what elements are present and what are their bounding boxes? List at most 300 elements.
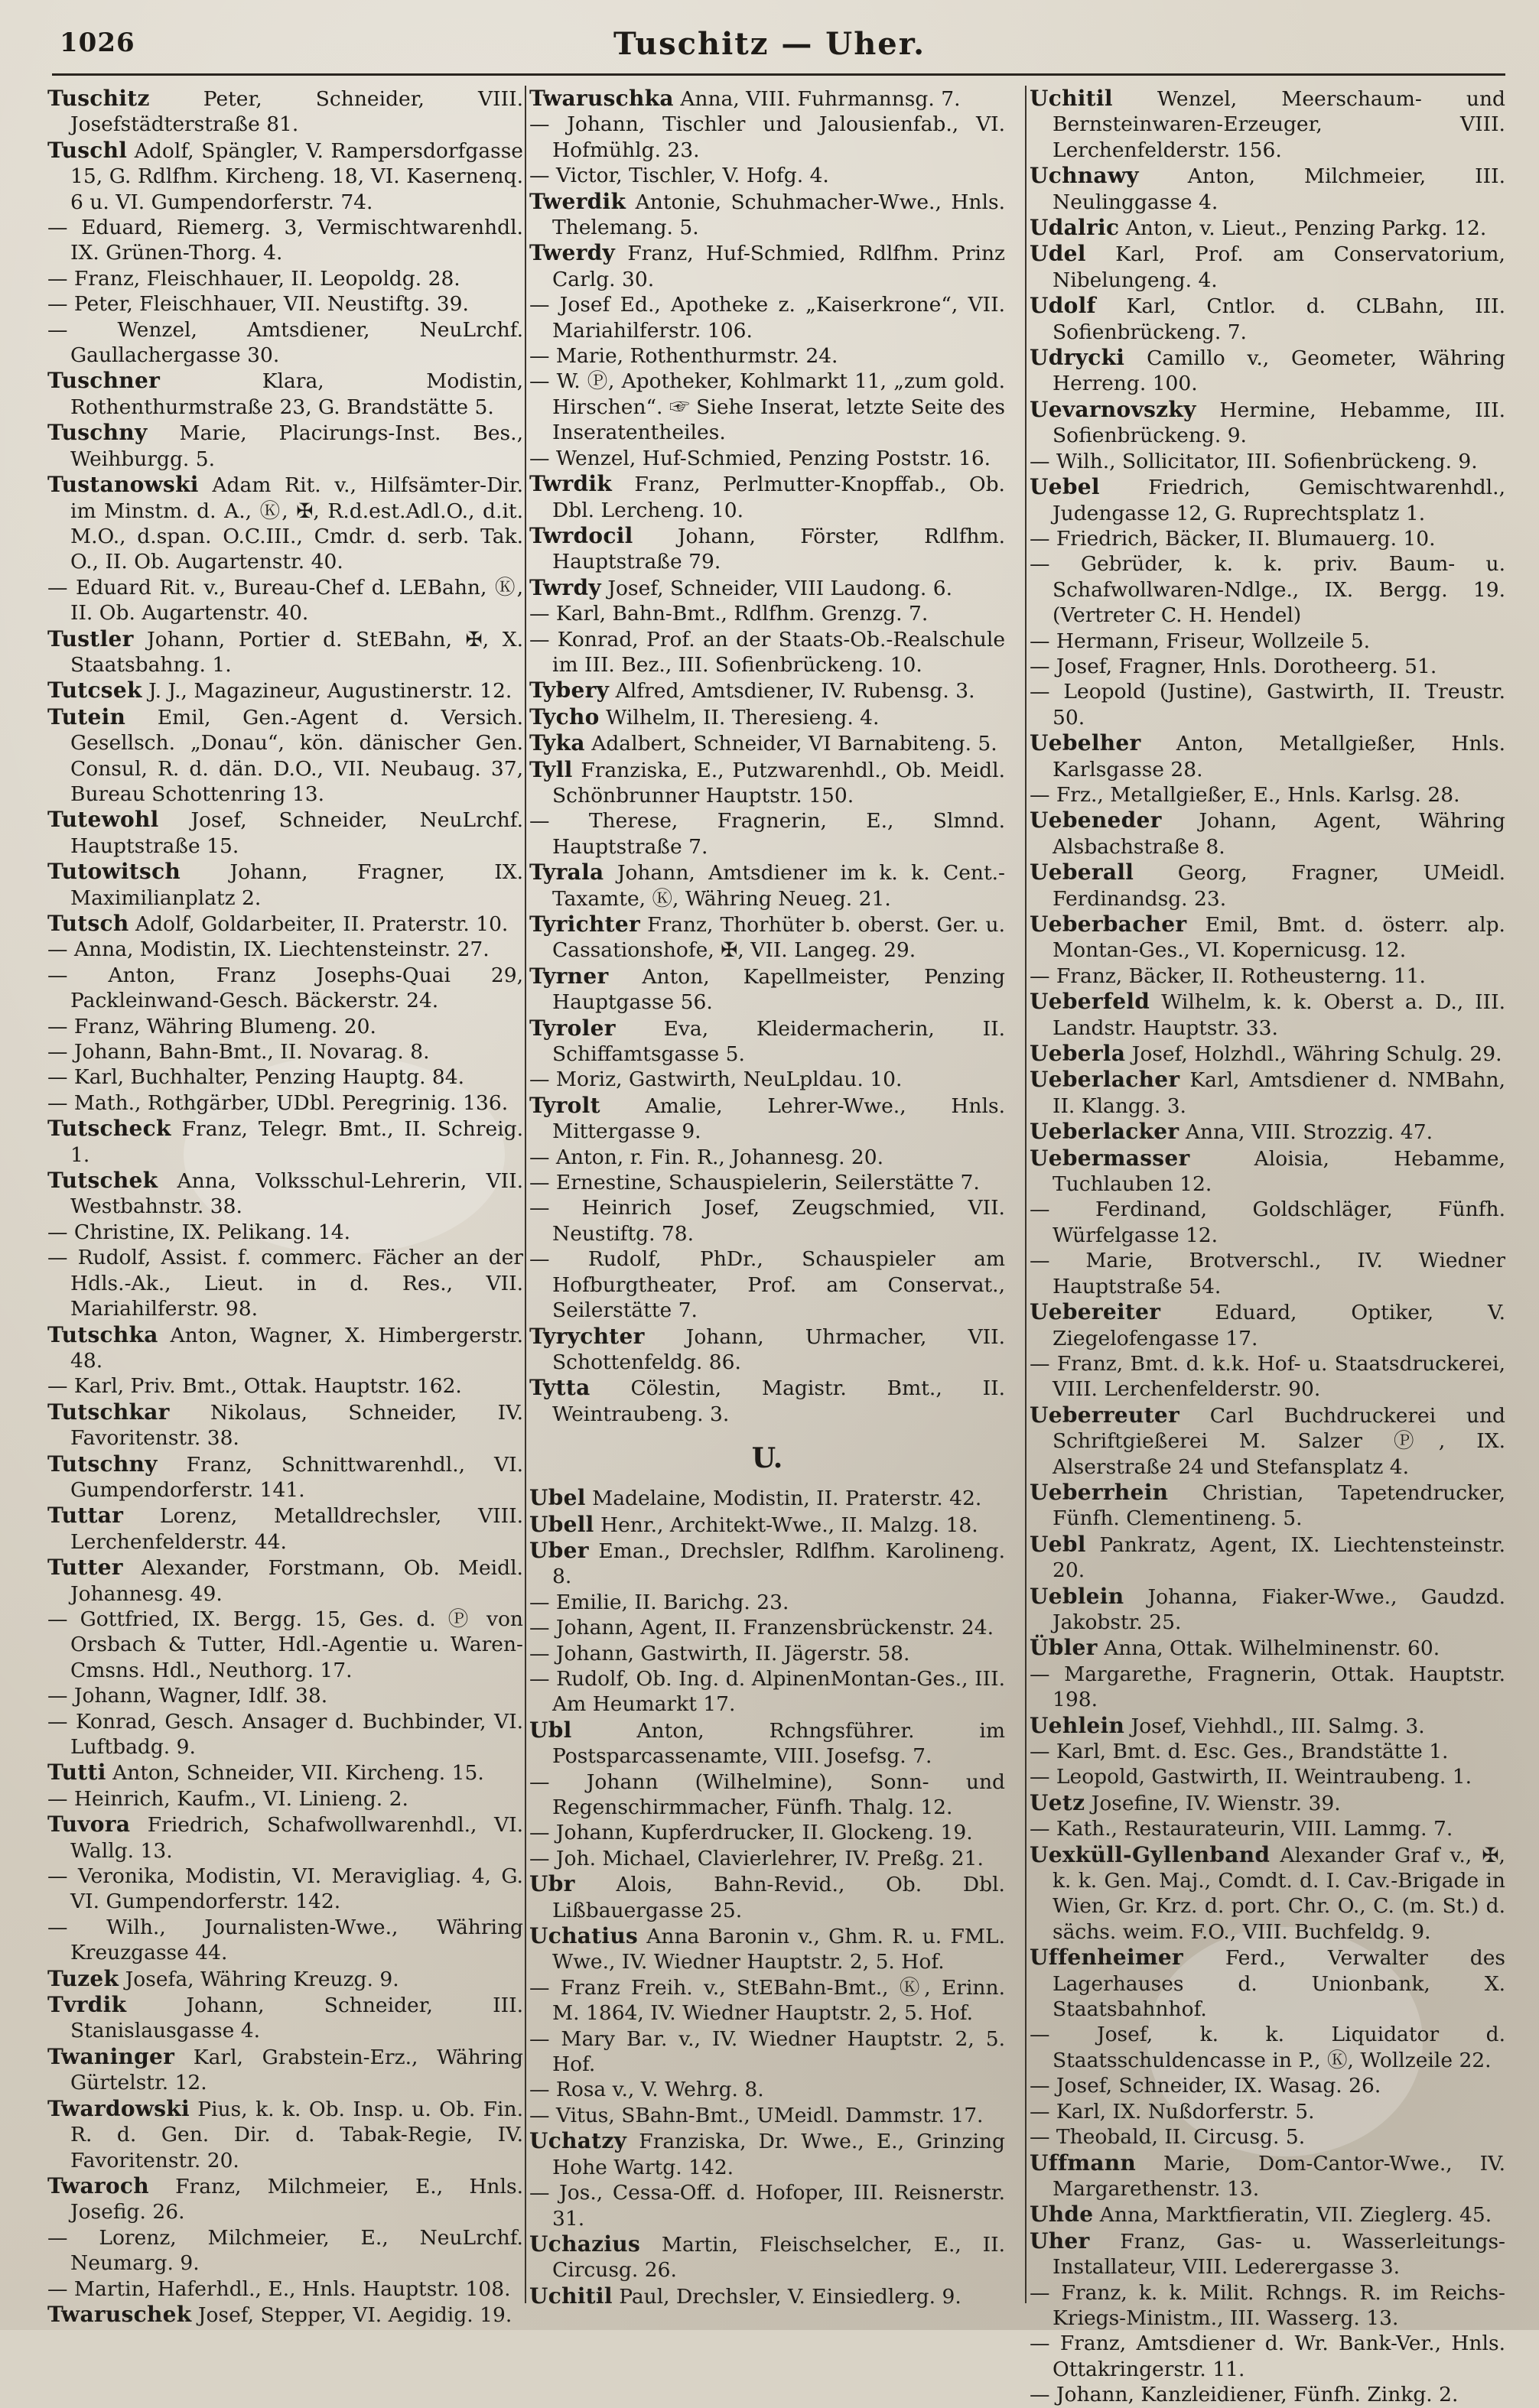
entry-details: Adalbert, Schneider, VI Barnabiteng. 5. <box>584 732 997 756</box>
directory-entry <box>47 317 523 369</box>
directory-entry <box>529 1641 1005 1666</box>
directory-entry <box>529 1717 1005 1769</box>
entry-details: Josef, Viehhdl., III. Salmg. 3. <box>1124 1714 1425 1738</box>
entry-details: Nikolaus, Schneider, IV. Favoritenstr. 38. <box>70 1400 523 1451</box>
entry-details: Anton, Kapellmeister, Penzing Hauptgasse 56. <box>552 964 1005 1015</box>
entry-surname: Udrycki <box>1030 345 1125 371</box>
entry-surname: Uetz <box>1030 1789 1085 1815</box>
entry-details: Adam Rit. v., Hilfsämter-Dir. im Minstm. d. A., Ⓚ, ✠, R.d.est.Adl.O., d.it. M.O., d.span. O.C.III., Cmdr. d. serb. Tak. O., II. Ob. Augartenstr. 40. <box>70 473 523 574</box>
directory-entry <box>47 420 523 472</box>
directory-entry <box>47 1607 523 1683</box>
directory-entry <box>47 1709 523 1760</box>
directory-entry <box>1030 1532 1505 1584</box>
directory-entry <box>47 1220 523 1245</box>
directory-entry <box>1030 397 1505 449</box>
entry-surname: Ubr <box>529 1871 575 1897</box>
entry-details: Cölestin, Magistr. Bmt., II. Weintraubeng. 3. <box>552 1376 1005 1426</box>
directory-entry <box>1030 1635 1505 1661</box>
entry-details: Carl Buchdruckerei und Schriftgießerei M. Salzer Ⓟ, IX. Alserstraße 24 und Stefansplatz 4. <box>1053 1403 1505 1479</box>
entry-details: Anton, Schneider, VII. Kircheng. 15. <box>106 1761 484 1786</box>
entry-surname: Übler <box>1030 1635 1098 1661</box>
entry-details: — Rudolf, PhDr., Schauspieler am Hofburgtheater, Prof. am Conservat., Seilerstätte 7. <box>529 1247 1005 1323</box>
entry-details: Karl, Prof. am Conservatorium, Nibelungeng. 4. <box>1053 242 1505 292</box>
entry-details: — Karl, Buchhalter, Penzing Hauptg. 84. <box>47 1065 465 1090</box>
entry-details: Camillo v., Geometer, Währing Herreng. 100. <box>1053 346 1505 396</box>
entry-surname: Tyka <box>529 730 585 756</box>
directory-entry <box>47 1090 523 1116</box>
entry-surname: Uehlein <box>1030 1712 1125 1738</box>
directory-entry <box>1030 2280 1505 2332</box>
directory-entry <box>529 1538 1005 1590</box>
directory-entry <box>529 2128 1005 2180</box>
directory-entry <box>47 1322 523 1374</box>
entry-surname: Ueberlacker <box>1030 1119 1179 1145</box>
directory-entry <box>47 138 523 215</box>
entry-details: — Johann, Kanzleidiener, Fünfh. Zinkg. 2. <box>1030 2383 1459 2407</box>
directory-entry <box>47 1966 523 1992</box>
entry-details: Alois, Bahn-Revid., Ob. Dbl. Lißbauergasse 25. <box>552 1873 1005 1922</box>
entry-surname: Uchatius <box>529 1923 639 1949</box>
directory-entry <box>47 1451 523 1503</box>
directory-entry <box>529 912 1005 964</box>
entry-surname: Tyll <box>529 756 573 782</box>
entry-details: — Rosa v., V. Wehrg. 8. <box>529 2078 764 2102</box>
directory-entry <box>1030 860 1505 912</box>
directory-entry <box>529 808 1005 860</box>
directory-entry <box>1030 2382 1505 2407</box>
directory-entry <box>529 163 1005 188</box>
entry-surname: Uebelher <box>1030 730 1141 756</box>
entry-surname: Uhde <box>1030 2202 1094 2228</box>
entry-surname: Tytta <box>529 1375 591 1401</box>
entry-details: Anton, Wagner, X. Himbergerstr. 48. <box>70 1323 523 1373</box>
entry-details: — Anton, r. Fin. R., Johannesg. 20. <box>529 1145 884 1169</box>
directory-entry <box>529 1375 1005 1427</box>
entry-surname: Tvrdik <box>47 1992 127 2018</box>
directory-entry <box>1030 1351 1505 1402</box>
directory-entry <box>529 1846 1005 1871</box>
entry-details: Eman., Drechsler, Rdlfhm. Karolineng. 8. <box>552 1539 1005 1589</box>
directory-entry <box>1030 1816 1505 1841</box>
directory-entry <box>47 626 523 678</box>
directory-entry <box>47 2276 523 2302</box>
directory-entry <box>529 471 1005 523</box>
entry-surname: Tyrala <box>529 860 604 886</box>
entry-details: Anna Baronin v., Ghm. R. u. FML. Wwe., IV. Wiedner Hauptstr. 2, 5. Hof. <box>552 1925 1005 1974</box>
entry-details: — Veronika, Modistin, VI. Meravigliag. 4, G. VI. Gumpendorferstr. 142. <box>47 1864 523 1914</box>
entry-surname: Uber <box>529 1537 589 1563</box>
entry-details: Anna, VIII. Fuhrmannsg. 7. <box>673 87 961 111</box>
directory-entry <box>1030 86 1505 163</box>
entry-details: — Johann (Wilhelmine), Sonn- und Regenschirmmacher, Fünfh. Thalg. 12. <box>529 1769 1005 1819</box>
entry-details: Anton, Milchmeier, III. Neulinggasse 4. <box>1053 164 1505 214</box>
directory-entry <box>47 859 523 911</box>
entry-surname: Tutscheck <box>47 1116 171 1142</box>
directory-entry <box>1030 449 1505 474</box>
entry-details: — Victor, Tischler, V. Hofg. 4. <box>529 164 829 188</box>
entry-details: Johann, Agent, Währing Alsbachstraße 8. <box>1053 809 1505 859</box>
entry-details: Anton, v. Lieut., Penzing Parkg. 12. <box>1119 216 1487 241</box>
entry-details: Johann, Fragner, IX. Maximilianplatz 2. <box>70 860 523 910</box>
entry-details: Madelaine, Modistin, II. Praterstr. 42. <box>585 1487 982 1511</box>
directory-entry <box>47 807 523 859</box>
entry-details: Adolf, Goldarbeiter, II. Praterstr. 10. <box>129 912 509 936</box>
directory-entry <box>1030 215 1505 241</box>
directory-entry <box>529 189 1005 241</box>
entry-surname: Uebeneder <box>1030 808 1162 834</box>
entry-surname: Uher <box>1030 2228 1090 2254</box>
entry-details: Johann, Förster, Rdlfhm. Hauptstraße 79. <box>552 524 1005 574</box>
entry-details: Josef, Stepper, VI. Aegidig. 19. <box>191 2302 512 2327</box>
directory-entry <box>47 266 523 291</box>
entry-details: — Karl, Priv. Bmt., Ottak. Hauptstr. 162. <box>47 1374 462 1399</box>
entry-surname: Twaroch <box>47 2172 149 2198</box>
directory-entry <box>47 1915 523 1966</box>
directory-entry <box>1030 2099 1505 2124</box>
directory-entry <box>1030 989 1505 1041</box>
entry-details: Franz, Schnittwarenhdl., VI. Gumpendorferstr. 141. <box>70 1452 523 1502</box>
directory-entry <box>1030 782 1505 808</box>
directory-entry <box>1030 2202 1505 2228</box>
directory-entry <box>47 2044 523 2096</box>
entry-surname: Tutschka <box>47 1321 158 1347</box>
entry-surname: Tutschny <box>47 1451 158 1477</box>
entry-details: — Leopold, Gastwirth, II. Weintraubeng. 1. <box>1030 1765 1472 1789</box>
entry-surname: Uchnawy <box>1030 163 1139 189</box>
entry-details: Wilhelm, II. Theresieng. 4. <box>599 705 880 730</box>
directory-entry <box>529 704 1005 730</box>
entry-details: Josef, Schneider, NeuLrchf. Hauptstraße 15. <box>70 808 523 858</box>
directory-entry <box>47 704 523 808</box>
entry-surname: Tyrner <box>529 963 609 989</box>
directory-entry <box>529 2103 1005 2128</box>
directory-entry <box>1030 629 1505 654</box>
entry-details: Anna, Marktfieratin, VII. Zieglerg. 45. <box>1093 2203 1492 2228</box>
entry-details: — W. Ⓟ, Apotheker, Kohlmarkt 11, „zum gold. Hirschen“. ☞ Siehe Inserat, letzte Seite des Inseratentheiles. <box>529 369 1005 445</box>
entry-details: — Marie, Rothenthurmstr. 24. <box>529 344 838 369</box>
entry-surname: Tyroler <box>529 1015 616 1041</box>
entry-surname: Tuzek <box>47 1965 119 1991</box>
entry-surname: Twerdik <box>529 188 626 214</box>
entry-details: Martin, Fleischselcher, E., II. Circusg. 26. <box>552 2232 1005 2283</box>
entry-details: Franz, Thorhüter b. oberst. Ger. u. Cassationshofe, ✠, VII. Langeg. 29. <box>552 913 1005 963</box>
entry-surname: Tutewohl <box>47 807 159 833</box>
directory-entry <box>47 368 523 420</box>
entry-details: Eduard, Optiker, V. Ziegelofengasse 17. <box>1053 1301 1505 1350</box>
entry-details: Henr., Architekt-Wwe., II. Malzg. 18. <box>594 1513 978 1537</box>
directory-entry <box>47 1864 523 1915</box>
directory-entry <box>1030 808 1505 860</box>
entry-details: Johann, Uhrmacher, VII. Schottenfeldg. 86. <box>552 1324 1005 1374</box>
entry-surname: Tuvora <box>47 1812 131 1838</box>
entry-details: — Wilh., Journalisten-Wwe., Währing Kreuzgasse 44. <box>47 1915 523 1965</box>
directory-entry <box>1030 241 1505 293</box>
entry-details: — Hermann, Friseur, Wollzeile 5. <box>1030 629 1371 653</box>
directory-entry <box>47 2173 523 2225</box>
entry-details: — Karl, Bahn-Bmt., Rdlfhm. Grenzg. 7. <box>529 602 929 626</box>
directory-entry <box>529 2283 1005 2309</box>
directory-entry <box>1030 1790 1505 1816</box>
directory-entry <box>529 1195 1005 1246</box>
directory-entry <box>529 86 1005 112</box>
entry-surname: Uchitil <box>529 2283 613 2309</box>
directory-entry <box>1030 964 1505 989</box>
directory-entry <box>1030 1146 1505 1198</box>
column-right <box>1030 86 1505 2407</box>
entry-details: Karl, Amtsdiener d. NMBahn, II. Klangg. 3. <box>1053 1068 1505 1118</box>
entry-details: — Lorenz, Milchmeier, E., NeuLrchf. Neumarg. 9. <box>47 2225 523 2276</box>
directory-entry <box>1030 2124 1505 2150</box>
directory-entry <box>47 2302 523 2328</box>
entry-details: Emil, Bmt. d. österr. alp. Montan-Ges., VI. Kopernicusg. 12. <box>1053 913 1505 963</box>
entry-surname: Tutein <box>47 704 126 730</box>
directory-entry <box>529 678 1005 704</box>
directory-entry <box>47 963 523 1014</box>
entry-details: Josef, Schneider, VIII Laudong. 6. <box>600 576 953 600</box>
entry-details: Peter, Schneider, VIII. Josefstädterstraße 81. <box>70 87 523 137</box>
entry-surname: Ubell <box>529 1511 594 1537</box>
entry-details: — Eduard Rit. v., Bureau-Chef d. LEBahn, Ⓚ, II. Ob. Augartenstr. 40. <box>47 575 523 626</box>
entry-surname: Uffmann <box>1030 2150 1137 2176</box>
entry-surname: Uexküll-Gyllenband <box>1030 1841 1271 1867</box>
entry-details: — Konrad, Prof. an der Staats-Ob.-Realschule im III. Bez., III. Sofienbrückeng. 10. <box>529 627 1005 677</box>
directory-entry <box>1030 526 1505 551</box>
entry-details: — Johann, Kupferdrucker, II. Glockeng. 19. <box>529 1821 973 1845</box>
directory-entry <box>529 601 1005 626</box>
directory-entry <box>529 1923 1005 1975</box>
entry-surname: Twrdocil <box>529 522 633 548</box>
running-head: Tuschitz — Uher. <box>613 26 926 62</box>
entry-surname: Twaninger <box>47 2043 175 2069</box>
directory-entry <box>529 1170 1005 1195</box>
entry-details: — Mary Bar. v., IV. Wiedner Hauptstr. 2, 5. Hof. <box>529 2026 1005 2077</box>
directory-entry <box>529 343 1005 369</box>
entry-details: — Franz, Bäcker, II. Rotheusterng. 11. <box>1030 964 1426 988</box>
entry-details: — Frz., Metallgießer, E., Hnls. Karlsg. 28. <box>1030 782 1460 807</box>
entry-details: — Theobald, II. Circusg. 5. <box>1030 2125 1306 2150</box>
entry-details: Christian, Tapetendrucker, Fünfh. Clementineng. 5. <box>1053 1480 1505 1531</box>
directory-entry <box>47 2225 523 2276</box>
directory-entry <box>47 1116 523 1168</box>
entry-surname: Tutter <box>47 1555 123 1581</box>
directory-entry <box>1030 1584 1505 1636</box>
entry-details: Friedrich, Schafwollwarenhdl., VI. Wallg. 13. <box>70 1813 523 1863</box>
entry-surname: Ueberreuter <box>1030 1402 1180 1428</box>
directory-entry <box>529 1820 1005 1845</box>
directory-entry <box>1030 1764 1505 1789</box>
entry-surname: Twerdy <box>529 240 616 266</box>
directory-entry <box>47 1683 523 1708</box>
directory-entry <box>47 1503 523 1555</box>
directory-entry <box>529 1324 1005 1376</box>
entry-details: — Friedrich, Bäcker, II. Blumauerg. 10. <box>1030 526 1436 551</box>
entry-details: — Leopold (Justine), Gastwirth, II. Treustr. 50. <box>1030 680 1505 730</box>
entry-details: — Konrad, Gesch. Ansager d. Buchbinder, VI. Luftbadg. 9. <box>47 1709 523 1759</box>
directory-entry <box>1030 474 1505 526</box>
entry-surname: Tutowitsch <box>47 859 181 885</box>
entry-surname: Tutschkar <box>47 1399 170 1425</box>
directory-entry <box>529 757 1005 809</box>
directory-entry <box>47 1014 523 1039</box>
entry-details: — Johann, Tischler und Jalousienfab., VI. Hofmühlg. 23. <box>529 112 1005 162</box>
column-left <box>47 86 523 2327</box>
entry-details: — Wilh., Sollicitator, III. Sofienbrückeng. 9. <box>1030 449 1478 473</box>
directory-entry <box>47 472 523 575</box>
header-rule <box>52 73 1505 76</box>
entry-details: — Marie, Brotverschl., IV. Wiedner Hauptstraße 54. <box>1030 1249 1505 1298</box>
entry-details: Josefine, IV. Wienstr. 39. <box>1085 1791 1341 1815</box>
entry-details: — Josef, Schneider, IX. Wasag. 26. <box>1030 2074 1381 2098</box>
entry-details: — Eduard, Riemerg. 3, Vermischtwarenhdl. IX. Grünen-Thorg. 4. <box>47 216 523 265</box>
directory-entry <box>529 2180 1005 2231</box>
entry-surname: Tustanowski <box>47 472 199 498</box>
directory-entry <box>47 911 523 937</box>
directory-entry <box>47 215 523 266</box>
entry-details: Amalie, Lehrer-Wwe., Hnls. Mittergasse 9. <box>552 1094 1005 1144</box>
entry-surname: Tuschl <box>47 137 128 163</box>
entry-surname: Udalric <box>1030 215 1120 241</box>
entry-surname: Tuttar <box>47 1503 124 1529</box>
column-middle <box>529 86 1005 2307</box>
directory-entry <box>529 1590 1005 1615</box>
entry-surname: Tyrolt <box>529 1092 600 1118</box>
directory-entry <box>529 1975 1005 2026</box>
entry-surname: Uebereiter <box>1030 1299 1161 1325</box>
entry-details: Alfred, Amtsdiener, IV. Rubensg. 3. <box>609 679 975 704</box>
entry-surname: Tyrichter <box>529 912 641 937</box>
entry-details: — Christine, IX. Pelikang. 14. <box>47 1220 351 1244</box>
entry-surname: Udolf <box>1030 293 1096 319</box>
entry-surname: Twardowski <box>47 2095 190 2121</box>
entry-surname: Uchitil <box>1030 86 1113 111</box>
directory-entry <box>529 446 1005 471</box>
entry-details: Eva, Kleidermacherin, II. Schiffamtsgasse 5. <box>552 1016 1005 1067</box>
entry-details: Klara, Modistin, Rothenthurmstraße 23, G. Brandstätte 5. <box>70 369 523 419</box>
directory-entry <box>1030 1480 1505 1532</box>
directory-entry <box>1030 1739 1505 1764</box>
entry-details: Josefa, Währing Kreuzg. 9. <box>119 1967 399 1991</box>
entry-details: — Johann, Gastwirth, II. Jägerstr. 58. <box>529 1641 910 1665</box>
directory-entry <box>1030 1041 1505 1067</box>
entry-details: — Karl, Bmt. d. Esc. Ges., Brandstätte 1. <box>1030 1740 1449 1763</box>
directory-entry <box>1030 2150 1505 2202</box>
entry-details: Franz, Huf-Schmied, Rdlfhm. Prinz Carlg. 30. <box>552 242 1005 291</box>
entry-details: Marie, Dom-Cantor-Wwe., IV. Margarethenstr. 13. <box>1053 2151 1505 2201</box>
directory-entry <box>47 86 523 138</box>
page-number: 1026 <box>60 28 135 58</box>
directory-entry <box>47 575 523 626</box>
entry-details: — Rudolf, Assist. f. commerc. Fächer an der Hdls.-Ak., Lieut. in d. Res., VII. Mariahilferstr. 98. <box>47 1246 523 1321</box>
entry-details: — Jos., Cessa-Off. d. Hofoper, III. Reisnerstr. 31. <box>529 2181 1005 2231</box>
entry-details: Paul, Drechsler, V. Einsiedlerg. 9. <box>612 2284 961 2309</box>
entry-details: Josef, Holzhdl., Währing Schulg. 29. <box>1125 1042 1502 1067</box>
entry-details: — Josef, k. k. Liquidator d. Staatsschuldencasse in P., Ⓚ, Wollzeile 22. <box>1030 2023 1505 2072</box>
directory-entry <box>47 1064 523 1090</box>
directory-entry <box>529 575 1005 601</box>
entry-surname: Ueberbacher <box>1030 912 1187 937</box>
directory-entry <box>47 1812 523 1864</box>
entry-details: Franziska, E., Putzwarenhdl., Ob. Meidl. Schönbrunner Hauptstr. 150. <box>552 758 1005 808</box>
entry-surname: Twaruschka <box>529 86 674 111</box>
directory-entry <box>1030 163 1505 215</box>
entry-surname: Tybery <box>529 678 610 704</box>
entry-surname: Tyrychter <box>529 1323 645 1349</box>
entry-surname: Ueberrhein <box>1030 1479 1169 1505</box>
entry-details: Johann, Portier d. StEBahn, ✠, X. Staatsbahng. 1. <box>70 627 523 677</box>
entry-details: Franz, Perlmutter-Knopffab., Ob. Dbl. Lercheng. 10. <box>552 473 1005 522</box>
directory-entry <box>529 112 1005 163</box>
entry-surname: Uebl <box>1030 1531 1086 1557</box>
directory-entry <box>529 1666 1005 1717</box>
entry-surname: Ueberall <box>1030 860 1134 886</box>
entry-details: — Franz, Währing Blumeng. 20. <box>47 1014 376 1038</box>
entry-details: Johanna, Fiaker-Wwe., Gaudzd. Jakobstr. 25. <box>1053 1584 1505 1634</box>
entry-surname: Tutschek <box>47 1168 158 1194</box>
entry-surname: Uffenheimer <box>1030 1945 1183 1971</box>
entry-details: Wenzel, Meerschaum- und Bernsteinwaren-Erzeuger, VIII. Lerchenfelderstr. 156. <box>1053 87 1505 162</box>
entry-surname: Tuschny <box>47 420 148 446</box>
directory-entry <box>529 1871 1005 1923</box>
entry-surname: Twaruschek <box>47 2301 192 2327</box>
entry-details: Alexander, Forstmann, Ob. Meidl. Johannesg. 49. <box>70 1556 523 1606</box>
directory-entry <box>1030 2331 1505 2382</box>
entry-details: Emil, Gen.-Agent d. Versich. Gesellsch. „Donau“, kön. dänischer Gen. Consul, R. d. dän. D.O., VII. Neubaug. 37, Bureau Schottenring 13. <box>70 705 523 806</box>
entry-surname: Tycho <box>529 704 600 730</box>
directory-entry <box>529 369 1005 445</box>
directory-entry <box>1030 2073 1505 2098</box>
entry-details: — Rudolf, Ob. Ing. d. AlpinenMontan-Ges., III. Am Heumarkt 17. <box>529 1666 1005 1717</box>
directory-entry <box>529 1769 1005 1821</box>
column-divider <box>525 86 526 2303</box>
directory-entry <box>1030 2022 1505 2073</box>
entry-details: — Franz, Bmt. d. k.k. Hof- u. Staatsdruckerei, VIII. Lerchenfelderstr. 90. <box>1030 1351 1505 1402</box>
column-divider <box>1025 86 1027 2303</box>
entry-details: — Josef Ed., Apotheke z. „Kaiserkrone“, VII. Mariahilferstr. 106. <box>529 293 1005 343</box>
entry-surname: Ubel <box>529 1485 586 1511</box>
entry-surname: Tustler <box>47 626 134 652</box>
entry-details: Hermine, Hebamme, III. Sofienbrückeng. 9. <box>1053 398 1505 448</box>
directory-entry <box>1030 2228 1505 2280</box>
entry-surname: Uebermasser <box>1030 1145 1190 1171</box>
directory-entry <box>47 1399 523 1451</box>
entry-details: — Josef, Fragner, Hnls. Dorotheerg. 51. <box>1030 654 1437 678</box>
entry-details: Ferd., Verwalter des Lagerhauses d. Unionbank, X. Staatsbahnhof. <box>1053 1946 1505 2022</box>
entry-details: — Anton, Franz Josephs-Quai 29, Packleinwand-Gesch. Bäckerstr. 24. <box>47 963 523 1013</box>
entry-details: — Joh. Michael, Clavierlehrer, IV. Preßg. 21. <box>529 1846 984 1870</box>
entry-details: — Vitus, SBahn-Bmt., UMeidl. Dammstr. 17. <box>529 2103 984 2127</box>
entry-surname: Tuschner <box>47 368 161 394</box>
entry-details: Pius, k. k. Ob. Insp. u. Ob. Fin. R. d. Gen. Dir. d. Tabak-Regie, IV. Favoritenstr. 20. <box>70 2097 523 2172</box>
entry-details: Anton, Rchngsführer. im Postsparcassenamte, VIII. Josefsg. 7. <box>552 1718 1005 1769</box>
entry-details: Franz, Telegr. Bmt., II. Schreig. 1. <box>70 1117 523 1167</box>
entry-details: Alexander Graf v., ✠, k. k. Gen. Maj., Comdt. d. I. Cav.-Brigade in Wien, Gr. Krz. d. port. Chr. O., C. (m. St.) d. sächs. weim. F.O., VIII. Buchfeldg. 9. <box>1053 1843 1505 1944</box>
entry-details: — Math., Rothgärber, UDbl. Peregrinig. 136. <box>47 1090 509 1115</box>
directory-entry <box>529 2231 1005 2283</box>
entry-details: — Emilie, II. Barichg. 23. <box>529 1590 789 1614</box>
entry-surname: Tutti <box>47 1760 106 1786</box>
directory-entry <box>1030 345 1505 397</box>
entry-surname: Ueberlacher <box>1030 1067 1180 1093</box>
entry-details: — Heinrich Josef, Zeugschmied, VII. Neustiftg. 78. <box>529 1196 1005 1246</box>
entry-surname: Uchatzy <box>529 2128 627 2154</box>
directory-entry <box>47 291 523 317</box>
entry-details: Lorenz, Metalldrechsler, VIII. Lerchenfelderstr. 44. <box>70 1504 523 1554</box>
directory-entry <box>1030 1402 1505 1480</box>
entry-details: Karl, Cntlor. d. CLBahn, III. Sofienbrückeng. 7. <box>1053 294 1505 344</box>
directory-entry <box>47 1168 523 1220</box>
entry-surname: Ueberfeld <box>1030 989 1150 1015</box>
directory-entry <box>529 523 1005 575</box>
